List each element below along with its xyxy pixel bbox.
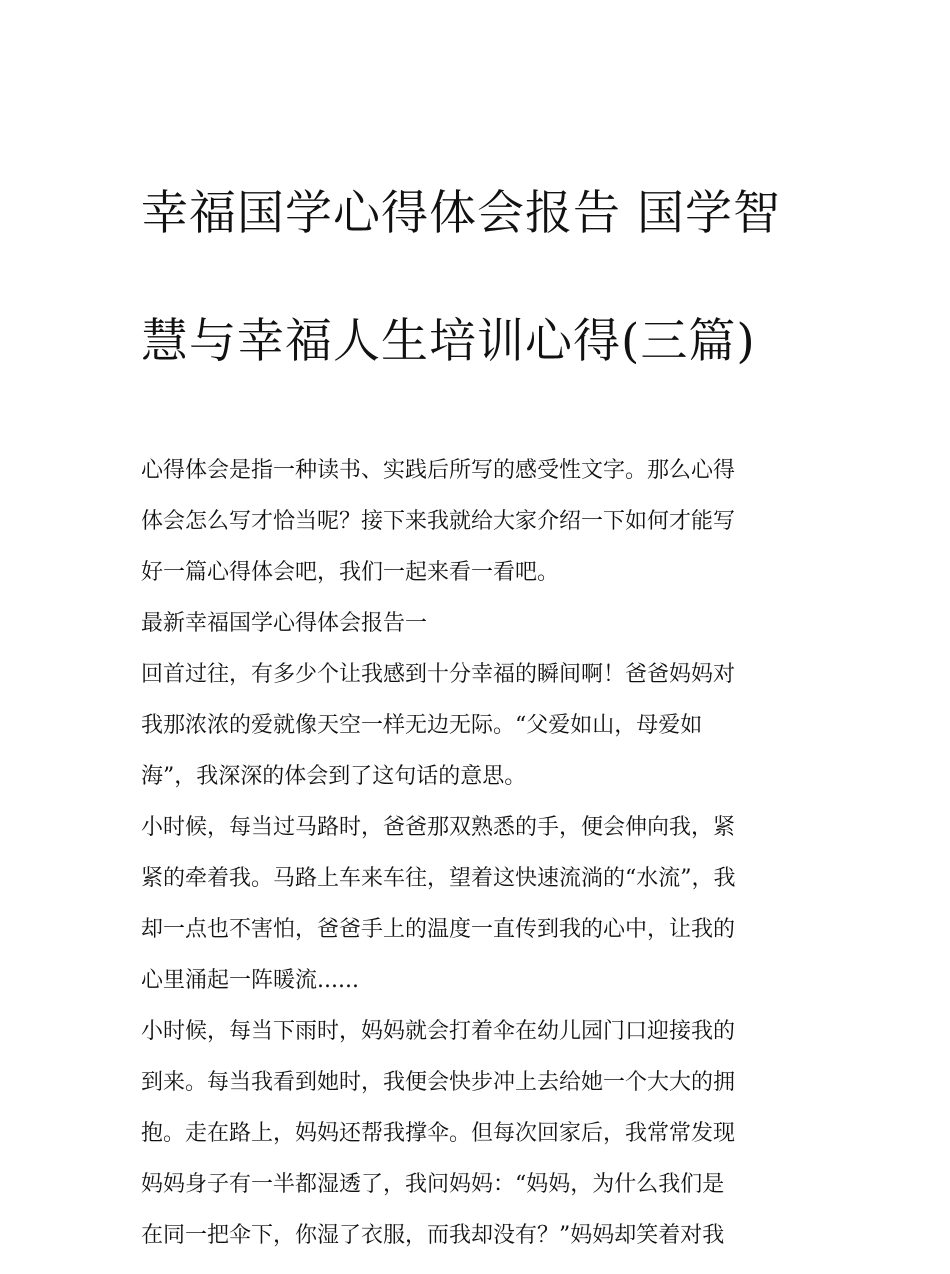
body-line: 小时候，每当过马路时，爸爸那双熟悉的手，便会伸向我，紧 (141, 815, 736, 840)
body-line: 我那浓浓的爱就像天空一样无边无际。“父爱如山，母爱如 (141, 713, 703, 738)
body-line: 回首过往，有多少个让我感到十分幸福的瞬间啊！爸爸妈妈对 (141, 662, 736, 687)
document-body (141, 458, 813, 1274)
body-line: 好一篇心得体会吧，我们一起来看一看吧。 (141, 560, 560, 585)
body-line: 紧的牵着我。马路上车来车往，望着这快速流淌的“水流”，我 (141, 866, 736, 891)
body-line: 体会怎么写才恰当呢？接下来我就给大家介绍一下如何才能写 (141, 509, 736, 534)
title-line-2: 慧与幸福人生培训心得(三篇) (141, 314, 756, 369)
body-line: 妈妈身子有一半都湿透了，我问妈妈：“妈妈，为什么我们是 (141, 1172, 725, 1197)
body-line: 抱。走在路上，妈妈还帮我撑伞。但每次回家后，我常常发现 (141, 1121, 736, 1146)
body-line: 在同一把伞下，你湿了衣服，而我却没有？”妈妈却笑着对我 (141, 1223, 725, 1248)
body-line: 心得体会是指一种读书、实践后所写的感受性文字。那么心得 (141, 458, 736, 483)
section-heading: 最新幸福国学心得体会报告一 (141, 611, 428, 636)
body-line: 却一点也不害怕，爸爸手上的温度一直传到我的心中，让我的 (141, 917, 736, 942)
document-content (141, 118, 813, 1274)
body-line: 海”，我深深的体会到了这句话的意思。 (141, 764, 527, 789)
body-line: 心里涌起一阵暖流...... (141, 968, 359, 993)
title-line-1: 幸福国学心得体会报告 国学智 (141, 186, 781, 241)
body-line: 到来。每当我看到她时，我便会快步冲上去给她一个大大的拥 (141, 1070, 736, 1095)
body-line: 小时候，每当下雨时，妈妈就会打着伞在幼儿园门口迎接我的 (141, 1019, 736, 1044)
document-title (141, 118, 813, 438)
